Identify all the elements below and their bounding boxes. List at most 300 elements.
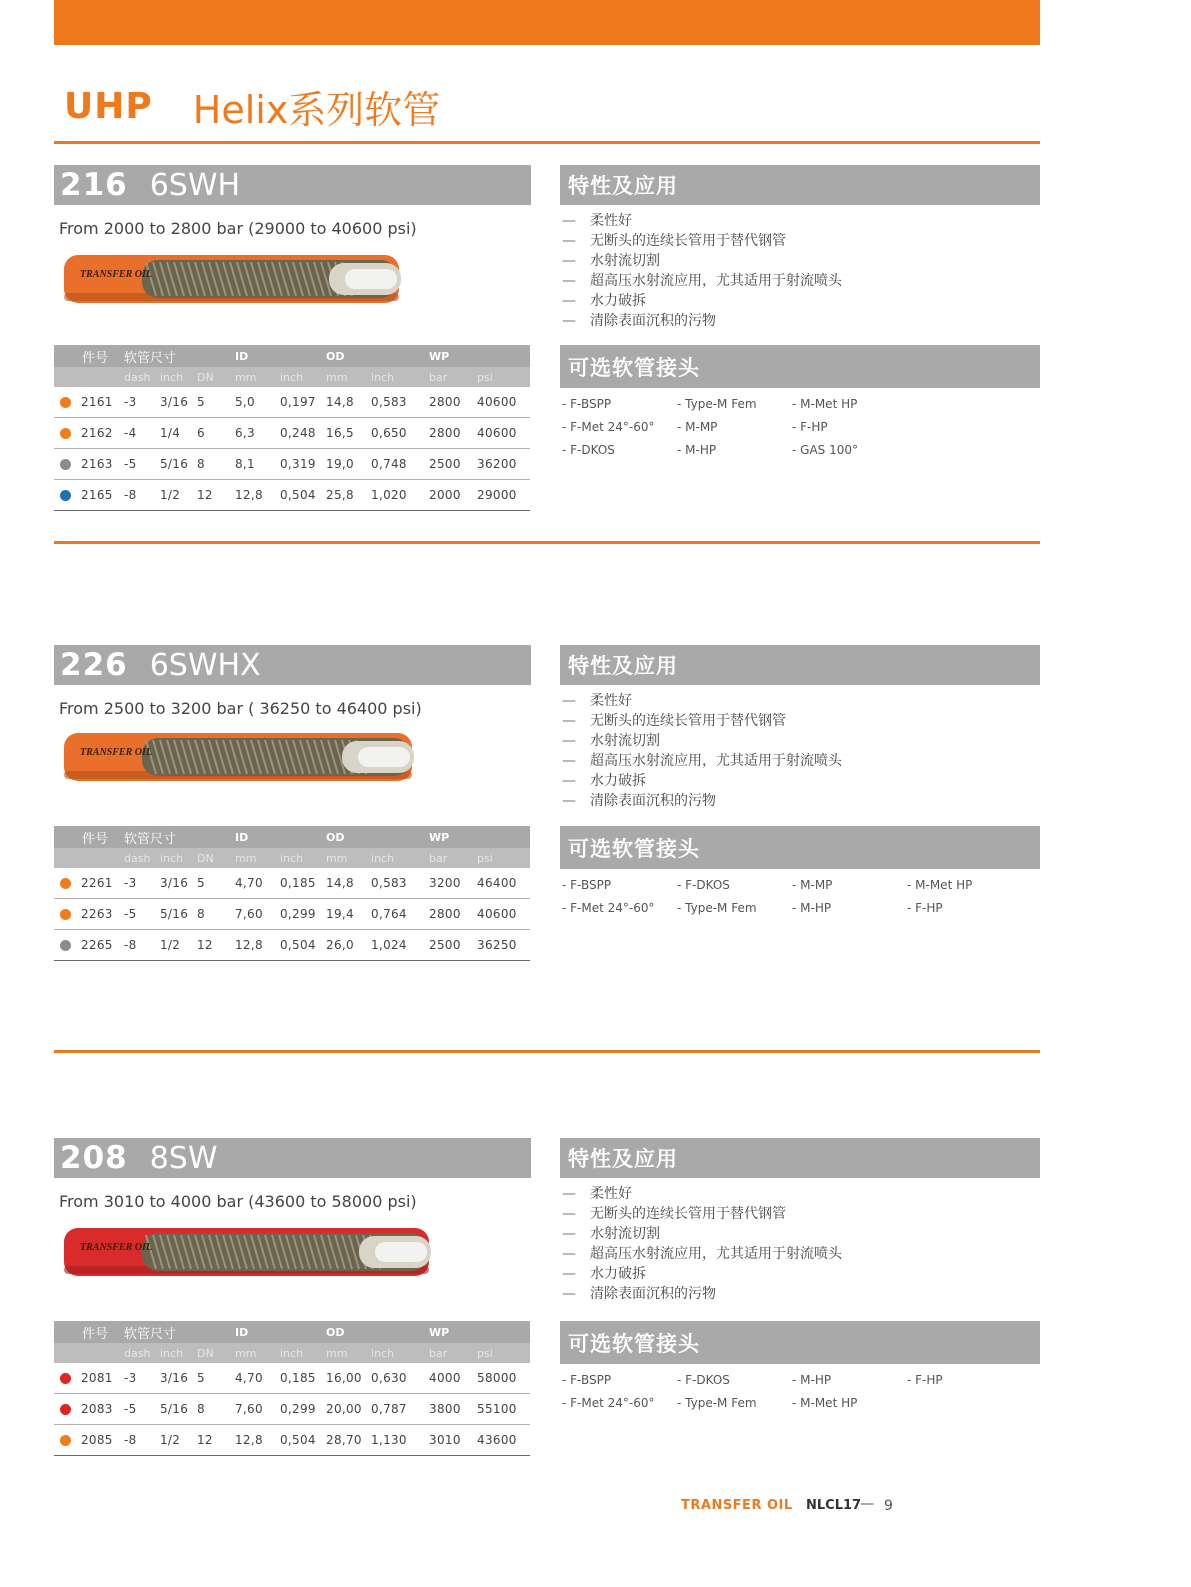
feature-item [560,791,1040,811]
unit-header-inch: inch [367,1343,415,1363]
column-header-wp: WP [415,1321,530,1343]
features-list [560,691,1040,811]
fittings-heading-text: 可选软管接头 [568,355,700,380]
table-subheader-row [54,848,530,868]
unit-header-inch: inch [270,1343,320,1363]
fittings-block [560,345,1040,460]
features-list [560,211,1040,331]
feature-text: 柔性好 [590,1186,632,1202]
feature-text: 水力破拆 [590,1266,646,1282]
cell-wp-bar: 2800 [415,899,469,930]
fitting-item: - GAS 100° [792,443,858,457]
footer-code: NLCL17 [806,1498,862,1513]
cell-id-inch: 0,299 [270,899,320,930]
part-cell [54,899,120,930]
brand-mark: UHP [64,85,153,127]
feature-item [560,711,1040,731]
cell-dash: -8 [120,930,158,961]
fitting-item: - F-Met 24°-60° [562,901,655,915]
dash-icon: — [562,713,576,729]
cell-od-mm: 14,8 [320,868,367,899]
feature-item [560,251,1040,271]
dash-icon: — [562,233,576,249]
hose-bore [345,269,397,289]
dash-icon: — [562,273,576,289]
pressure-range: From 3010 to 4000 bar (43600 to 58000 psi) [59,1192,417,1211]
feature-item [560,231,1040,251]
cell-od-inch: 1,024 [367,930,415,961]
fitting-item: - M-Met HP [792,397,858,411]
title-divider [54,141,1040,144]
features-column [560,1138,1040,1410]
cell-dash: -4 [120,418,158,449]
cell-inch: 1/4 [158,418,191,449]
part-number: 2165 [81,488,113,502]
spec-table [54,345,530,511]
product-spec-column [54,645,531,952]
features-heading-text: 特性及应用 [568,174,678,198]
unit-header-inch: inch [270,367,320,387]
table-subheader-row [54,367,530,387]
feature-text: 水射流切割 [590,733,660,749]
cell-od-inch: 0,650 [367,418,415,449]
table-row [54,1425,530,1456]
fitting-item: - M-HP [792,1373,832,1387]
unit-header-dash: dash [120,1343,158,1363]
hose-bore [375,1242,427,1262]
cell-id-mm: 6,3 [225,418,270,449]
dash-icon: — [562,1266,576,1282]
column-header-wp: WP [415,826,530,848]
cell-od-mm: 19,0 [320,449,367,480]
cell-id-mm: 12,8 [225,480,270,511]
footer-brand: TRANSFER OIL [681,1498,793,1513]
feature-text: 清除表面沉积的污物 [590,793,716,809]
unit-header-inch: inch [367,848,415,868]
table-row [54,480,530,511]
fittings-heading [560,1321,1040,1364]
model-header [54,165,531,205]
fittings-heading-text: 可选软管接头 [568,1331,700,1356]
cell-inch: 5/16 [158,449,191,480]
unit-header-psi: psi [469,848,530,868]
cell-dn: 12 [191,1425,225,1456]
color-dot-icon [60,1435,71,1446]
cell-od-mm: 25,8 [320,480,367,511]
part-cell [54,449,120,480]
unit-header-bar: bar [415,848,469,868]
dash-icon: — [562,1246,576,1262]
fitting-item: - F-HP [907,1373,943,1387]
cell-id-mm: 4,70 [225,1363,270,1394]
column-header-od: OD [320,826,415,848]
cell-od-mm: 20,00 [320,1394,367,1425]
cell-dash: -3 [120,1363,158,1394]
model-name: 8SW [149,1140,218,1176]
unit-header-inch: inch [158,367,191,387]
fitting-item: - M-MP [792,878,833,892]
color-dot-icon [60,878,71,889]
table-row [54,1363,530,1394]
feature-text: 水力破拆 [590,773,646,789]
part-number: 2083 [81,1402,113,1416]
part-cell [54,1394,120,1425]
dash-icon: — [562,213,576,229]
fitting-item: - F-Met 24°-60° [562,1396,655,1410]
part-number: 2081 [81,1371,113,1385]
feature-text: 柔性好 [590,213,632,229]
cell-wp-bar: 4000 [415,1363,469,1394]
series-title: Helix系列软管 [192,87,441,132]
feature-text: 水射流切割 [590,1226,660,1242]
cell-wp-bar: 3200 [415,868,469,899]
model-name: 6SWH [149,167,241,203]
unit-header-mm: mm [225,1343,270,1363]
feature-item [560,211,1040,231]
color-dot-icon [60,459,71,470]
features-list [560,1184,1040,1304]
cell-od-inch: 0,787 [367,1394,415,1425]
features-heading-text: 特性及应用 [568,654,678,678]
feature-text: 柔性好 [590,693,632,709]
top-accent-bar [54,0,1040,45]
unit-header-bar: bar [415,1343,469,1363]
page-number: 9 [884,1498,893,1514]
fitting-item: - F-HP [792,420,828,434]
cell-od-mm: 16,00 [320,1363,367,1394]
unit-header-blank [54,367,120,387]
cell-dash: -5 [120,899,158,930]
cell-inch: 1/2 [158,1425,191,1456]
part-cell [54,930,120,961]
table-row [54,868,530,899]
unit-header-dash: dash [120,367,158,387]
fittings-list [560,394,1040,460]
pressure-range: From 2500 to 3200 bar ( 36250 to 46400 psi) [59,699,422,718]
fitting-item: - F-HP [907,901,943,915]
unit-header-inch: inch [367,367,415,387]
unit-header-blank [54,848,120,868]
cell-inch: 3/16 [158,868,191,899]
feature-text: 无断头的连续长管用于替代钢管 [590,233,786,249]
unit-header-psi: psi [469,1343,530,1363]
fitting-item: - Type-M Fem [677,397,757,411]
unit-header-dn: DN [191,1343,225,1363]
unit-header-mm: mm [225,367,270,387]
column-header-size: 软管尺寸 [120,345,225,367]
features-column [560,165,1040,457]
feature-text: 超高压水射流应用，尤其适用于射流喷头 [590,753,842,769]
cell-od-mm: 26,0 [320,930,367,961]
dash-icon: — [562,773,576,789]
column-header-od: OD [320,345,415,367]
color-dot-icon [60,1373,71,1384]
unit-header-mm: mm [320,367,367,387]
feature-item [560,691,1040,711]
color-dot-icon [60,909,71,920]
cell-inch: 5/16 [158,899,191,930]
color-dot-icon [60,1404,71,1415]
features-heading [560,645,1040,685]
fitting-item: - F-BSPP [562,397,612,411]
feature-item [560,731,1040,751]
fitting-item: - F-BSPP [562,878,612,892]
feature-text: 清除表面沉积的污物 [590,1286,716,1302]
cell-id-mm: 5,0 [225,387,270,418]
cell-wp-bar: 2500 [415,930,469,961]
hose-illustration [62,1226,447,1278]
feature-text: 超高压水射流应用，尤其适用于射流喷头 [590,1246,842,1262]
cell-wp-psi: 36250 [469,930,530,961]
model-number: 216 [60,167,128,203]
column-header-part: 件号 [54,826,120,848]
cell-od-inch: 0,748 [367,449,415,480]
part-number: 2085 [81,1433,113,1447]
model-number: 226 [60,647,128,683]
cell-id-inch: 0,185 [270,1363,320,1394]
cell-wp-bar: 3010 [415,1425,469,1456]
fitting-item: - F-DKOS [677,1373,730,1387]
feature-item [560,1204,1040,1224]
cell-od-inch: 0,583 [367,868,415,899]
unit-header-inch: inch [158,848,191,868]
feature-item [560,1184,1040,1204]
cell-id-inch: 0,319 [270,449,320,480]
product-spec-column [54,165,531,502]
model-name: 6SWHX [149,647,261,683]
table-row [54,418,530,449]
feature-item [560,1244,1040,1264]
unit-header-inch: inch [158,1343,191,1363]
hose-print-label: TRANSFER OIL [80,747,152,758]
cell-dn: 5 [191,868,225,899]
cell-inch: 3/16 [158,1363,191,1394]
part-number: 2265 [81,938,113,952]
product-spec-column [54,1138,531,1447]
part-cell [54,480,120,511]
feature-item [560,291,1040,311]
cell-wp-psi: 40600 [469,387,530,418]
part-cell [54,387,120,418]
cell-od-inch: 1,020 [367,480,415,511]
part-number: 2162 [81,426,113,440]
unit-header-bar: bar [415,367,469,387]
fitting-item: - Type-M Fem [677,1396,757,1410]
feature-text: 无断头的连续长管用于替代钢管 [590,713,786,729]
feature-item [560,751,1040,771]
feature-item [560,1224,1040,1244]
cell-dn: 12 [191,480,225,511]
model-header [54,1138,531,1178]
cell-wp-psi: 40600 [469,418,530,449]
features-heading [560,1138,1040,1178]
dash-icon: — [562,693,576,709]
cell-wp-psi: 36200 [469,449,530,480]
cell-od-inch: 0,764 [367,899,415,930]
part-cell [54,1363,120,1394]
cell-dn: 8 [191,449,225,480]
fitting-item: - M-HP [792,901,832,915]
fitting-item: - M-Met HP [907,878,973,892]
cell-id-mm: 7,60 [225,899,270,930]
cell-dash: -3 [120,868,158,899]
unit-header-blank [54,1343,120,1363]
page-title [64,80,440,132]
features-heading-text: 特性及应用 [568,1147,678,1171]
cell-id-inch: 0,248 [270,418,320,449]
part-number: 2161 [81,395,113,409]
fitting-item: - F-DKOS [677,878,730,892]
table-header-row [54,1321,530,1343]
fittings-list [560,875,1040,918]
feature-item [560,311,1040,331]
table-row [54,899,530,930]
fittings-heading-text: 可选软管接头 [568,836,700,861]
cell-dn: 6 [191,418,225,449]
cell-inch: 1/2 [158,930,191,961]
fitting-item: - M-MP [677,420,718,434]
dash-icon: — [562,1206,576,1222]
hose-print-label: TRANSFER OIL [80,1242,152,1253]
fitting-item: - F-Met 24°-60° [562,420,655,434]
table-row [54,449,530,480]
feature-item [560,1264,1040,1284]
fitting-item: - F-BSPP [562,1373,612,1387]
hose-print-label: TRANSFER OIL [80,269,152,280]
feature-item [560,771,1040,791]
column-header-od: OD [320,1321,415,1343]
cell-dn: 8 [191,1394,225,1425]
features-column [560,645,1040,915]
dash-icon: — [562,293,576,309]
unit-header-mm: mm [320,848,367,868]
part-number: 2263 [81,907,113,921]
table-header-row [54,826,530,848]
cell-wp-psi: 43600 [469,1425,530,1456]
cell-id-mm: 7,60 [225,1394,270,1425]
cell-dash: -8 [120,1425,158,1456]
hose-image [62,1226,447,1278]
unit-header-psi: psi [469,367,530,387]
cell-wp-bar: 2800 [415,387,469,418]
table-row [54,387,530,418]
cell-od-inch: 0,583 [367,387,415,418]
color-dot-icon [60,490,71,501]
feature-item [560,271,1040,291]
unit-header-inch: inch [270,848,320,868]
part-number: 2163 [81,457,113,471]
cell-od-inch: 1,130 [367,1425,415,1456]
table-header-row [54,345,530,367]
dash-icon: — [562,1226,576,1242]
cell-id-mm: 12,8 [225,1425,270,1456]
pressure-range: From 2000 to 2800 bar (29000 to 40600 psi) [59,219,417,238]
hose-image [62,731,430,783]
cell-od-mm: 14,8 [320,387,367,418]
unit-header-dash: dash [120,848,158,868]
spec-table [54,1321,530,1456]
unit-header-mm: mm [225,848,270,868]
unit-header-dn: DN [191,848,225,868]
cell-wp-psi: 55100 [469,1394,530,1425]
cell-id-inch: 0,504 [270,1425,320,1456]
cell-dash: -3 [120,387,158,418]
feature-text: 清除表面沉积的污物 [590,313,716,329]
unit-header-dn: DN [191,367,225,387]
hose-bore [358,747,410,767]
color-dot-icon [60,428,71,439]
cell-od-mm: 28,70 [320,1425,367,1456]
cell-od-inch: 0,630 [367,1363,415,1394]
column-header-part: 件号 [54,345,120,367]
column-header-id: ID [225,1321,320,1343]
feature-text: 水力破拆 [590,293,646,309]
dash-icon: — [562,1286,576,1302]
cell-wp-bar: 2500 [415,449,469,480]
feature-text: 水射流切割 [590,253,660,269]
cell-wp-bar: 2000 [415,480,469,511]
cell-dash: -8 [120,480,158,511]
cell-id-inch: 0,504 [270,480,320,511]
part-cell [54,418,120,449]
fittings-block [560,826,1040,918]
cell-id-mm: 4,70 [225,868,270,899]
cell-wp-psi: 40600 [469,899,530,930]
fitting-item: - M-HP [677,443,717,457]
dash-icon: — [562,753,576,769]
cell-wp-psi: 46400 [469,868,530,899]
cell-inch: 3/16 [158,387,191,418]
hose-illustration [62,253,417,305]
hose-image [62,253,417,305]
part-number: 2261 [81,876,113,890]
dash-icon: — [562,1186,576,1202]
cell-dash: -5 [120,449,158,480]
cell-id-inch: 0,504 [270,930,320,961]
dash-icon: — [562,733,576,749]
cell-od-mm: 16,5 [320,418,367,449]
column-header-size: 软管尺寸 [120,826,225,848]
cell-id-inch: 0,299 [270,1394,320,1425]
part-cell [54,868,120,899]
feature-text: 超高压水射流应用，尤其适用于射流喷头 [590,273,842,289]
fitting-item: - M-Met HP [792,1396,858,1410]
cell-wp-psi: 58000 [469,1363,530,1394]
model-number: 208 [60,1140,128,1176]
section-divider [54,1050,1040,1053]
table-row [54,930,530,961]
section-divider [54,541,1040,544]
fittings-list [560,1370,1040,1413]
features-heading [560,165,1040,205]
cell-dn: 12 [191,930,225,961]
cell-id-mm: 12,8 [225,930,270,961]
cell-id-inch: 0,197 [270,387,320,418]
dash-icon: — [562,793,576,809]
cell-dash: -5 [120,1394,158,1425]
column-header-id: ID [225,345,320,367]
footer-dash: — [860,1496,874,1512]
fittings-block [560,1321,1040,1413]
hose-illustration [62,731,430,783]
table-subheader-row [54,1343,530,1363]
fittings-heading [560,826,1040,869]
cell-id-inch: 0,185 [270,868,320,899]
column-header-part: 件号 [54,1321,120,1343]
unit-header-mm: mm [320,1343,367,1363]
dash-icon: — [562,253,576,269]
fitting-item: - Type-M Fem [677,901,757,915]
